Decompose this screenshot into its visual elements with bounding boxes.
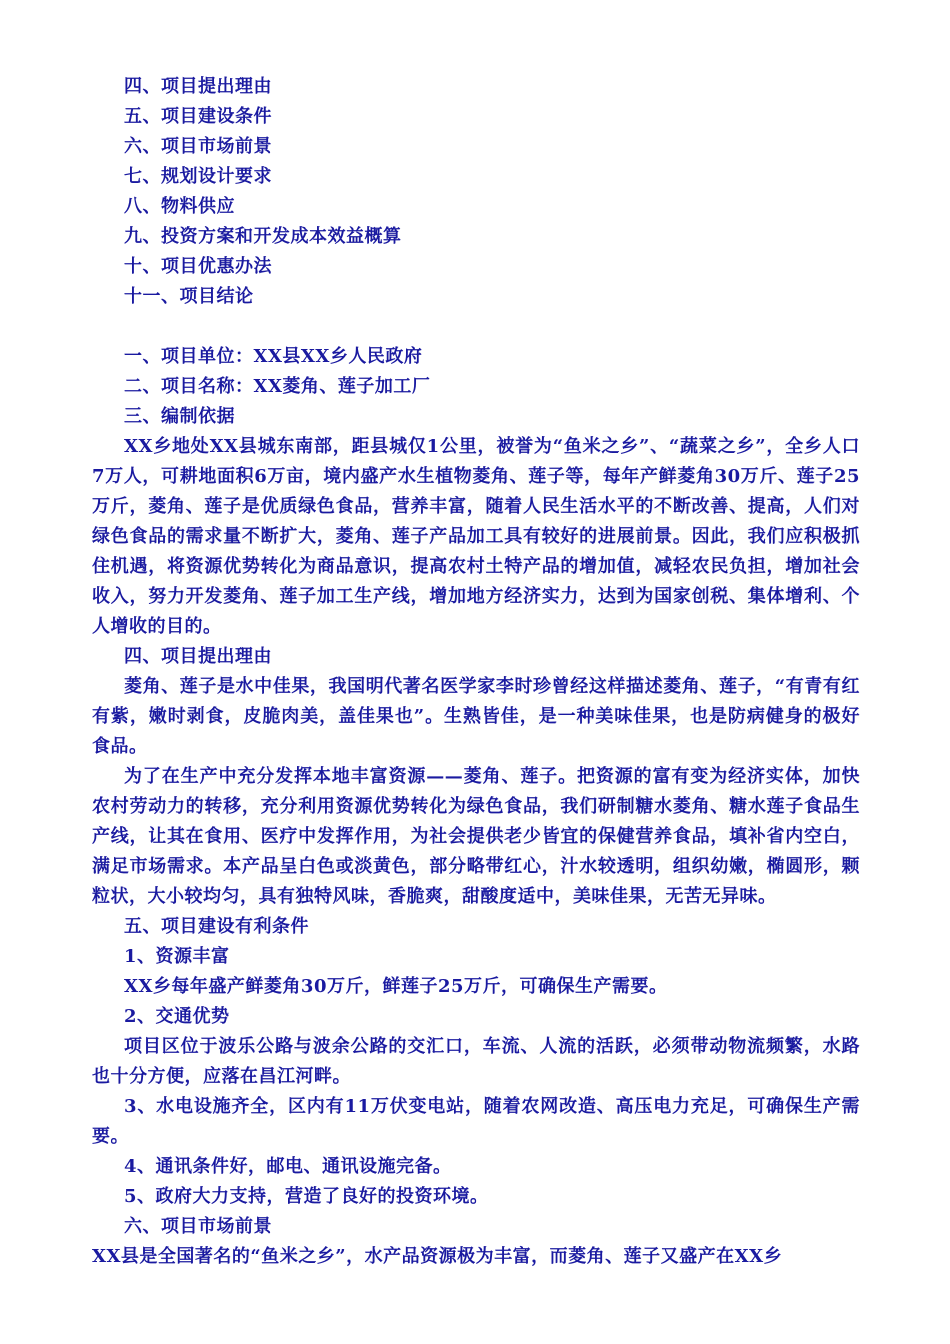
toc-item: 十、项目优惠办法: [124, 256, 272, 277]
condition-1-paragraph: XX乡每年盛产鲜菱角30万斤，鲜莲子25万斤，可确保生产需要。: [124, 976, 668, 997]
reason-heading: 四、项目提出理由: [124, 646, 272, 667]
reason-paragraph-2: 为了在生产中充分发挥本地丰富资源——菱角、莲子。把资源的富有变为经济实体，加快农村劳动力的转移，充分利用资源优势转化为绿色食品，我们研制糖水菱角、糖水莲子食品生产线，让其在食用、医疗中发挥作用，为社会提供老少皆宜的保健营养食品，填补省内空白，满足市场需求。本产品呈白色或淡黄色，部分略带红心，汁水较透明，组织幼嫩，椭圆形，颗粒状，大小较均匀，具有独特风味，香脆爽，甜酸度适中，美味佳果，无苦无异味。: [92, 766, 860, 907]
basis-heading: 三、编制依据: [124, 406, 235, 427]
toc-item: 六、项目市场前景: [124, 136, 272, 157]
reason-paragraph-1: 菱角、莲子是水中佳果，我国明代著名医学家李时珍曾经这样描述菱角、莲子，“有青有红有紫，嫩时剥食，皮脆肉美，盖佳果也”。生熟皆佳，是一种美味佳果，也是防病健身的极好食品。: [92, 676, 860, 757]
project-name: 二、项目名称：XX菱角、莲子加工厂: [124, 376, 431, 397]
toc-item: 八、物料供应: [124, 196, 235, 217]
toc-item: 九、投资方案和开发成本效益概算: [124, 226, 402, 247]
conditions-heading: 五、项目建设有利条件: [124, 916, 309, 937]
condition-4-paragraph: 4、通讯条件好，邮电、通讯设施完备。: [124, 1156, 452, 1177]
basis-paragraph: XX乡地处XX县城东南部，距县城仅1公里，被誉为“鱼米之乡”、“蔬菜之乡”，全乡人口7万人，可耕地面积6万亩，境内盛产水生植物菱角、莲子等，每年产鲜菱角30万斤、莲子25万斤，菱角、莲子是优质绿色食品，营养丰富，随着人民生活水平的不断改善、提高，人们对绿色食品的需求量不断扩大，菱角、莲子产品加工具有较好的进展前景。因此，我们应积极抓住机遇，将资源优势转化为商品意识，提高农村土特产品的增加值，减轻农民负担，增加社会收入，努力开发菱角、莲子加工生产线，增加地方经济实力，达到为国家创税、集体增利、个人增收的目的。: [92, 436, 860, 637]
document-page: [92, 72, 860, 1272]
condition-2-heading: 2、交通优势: [124, 1006, 230, 1027]
condition-3-paragraph: 3、水电设施齐全，区内有11万伏变电站，随着农网改造、高压电力充足，可确保生产需要。: [92, 1096, 860, 1147]
market-heading: 六、项目市场前景: [124, 1216, 272, 1237]
condition-5-paragraph: 5、政府大力支持，营造了良好的投资环境。: [124, 1186, 489, 1207]
toc-item: 七、规划设计要求: [124, 166, 272, 187]
project-unit: 一、项目单位：XX县XX乡人民政府: [124, 346, 423, 367]
toc-item: 十一、项目结论: [124, 286, 254, 307]
condition-1-heading: 1、资源丰富: [124, 946, 230, 967]
toc-item: 四、项目提出理由: [124, 76, 272, 97]
section-gap: [92, 312, 860, 342]
toc-item: 五、项目建设条件: [124, 106, 272, 127]
condition-2-paragraph: 项目区位于波乐公路与波余公路的交汇口，车流、人流的活跃，必须带动物流频繁，水路也十分方便，应落在昌江河畔。: [92, 1036, 860, 1087]
table-of-contents: [92, 72, 860, 312]
market-paragraph: XX县是全国著名的“鱼米之乡”，水产品资源极为丰富，而菱角、莲子又盛产在XX乡: [92, 1246, 783, 1267]
